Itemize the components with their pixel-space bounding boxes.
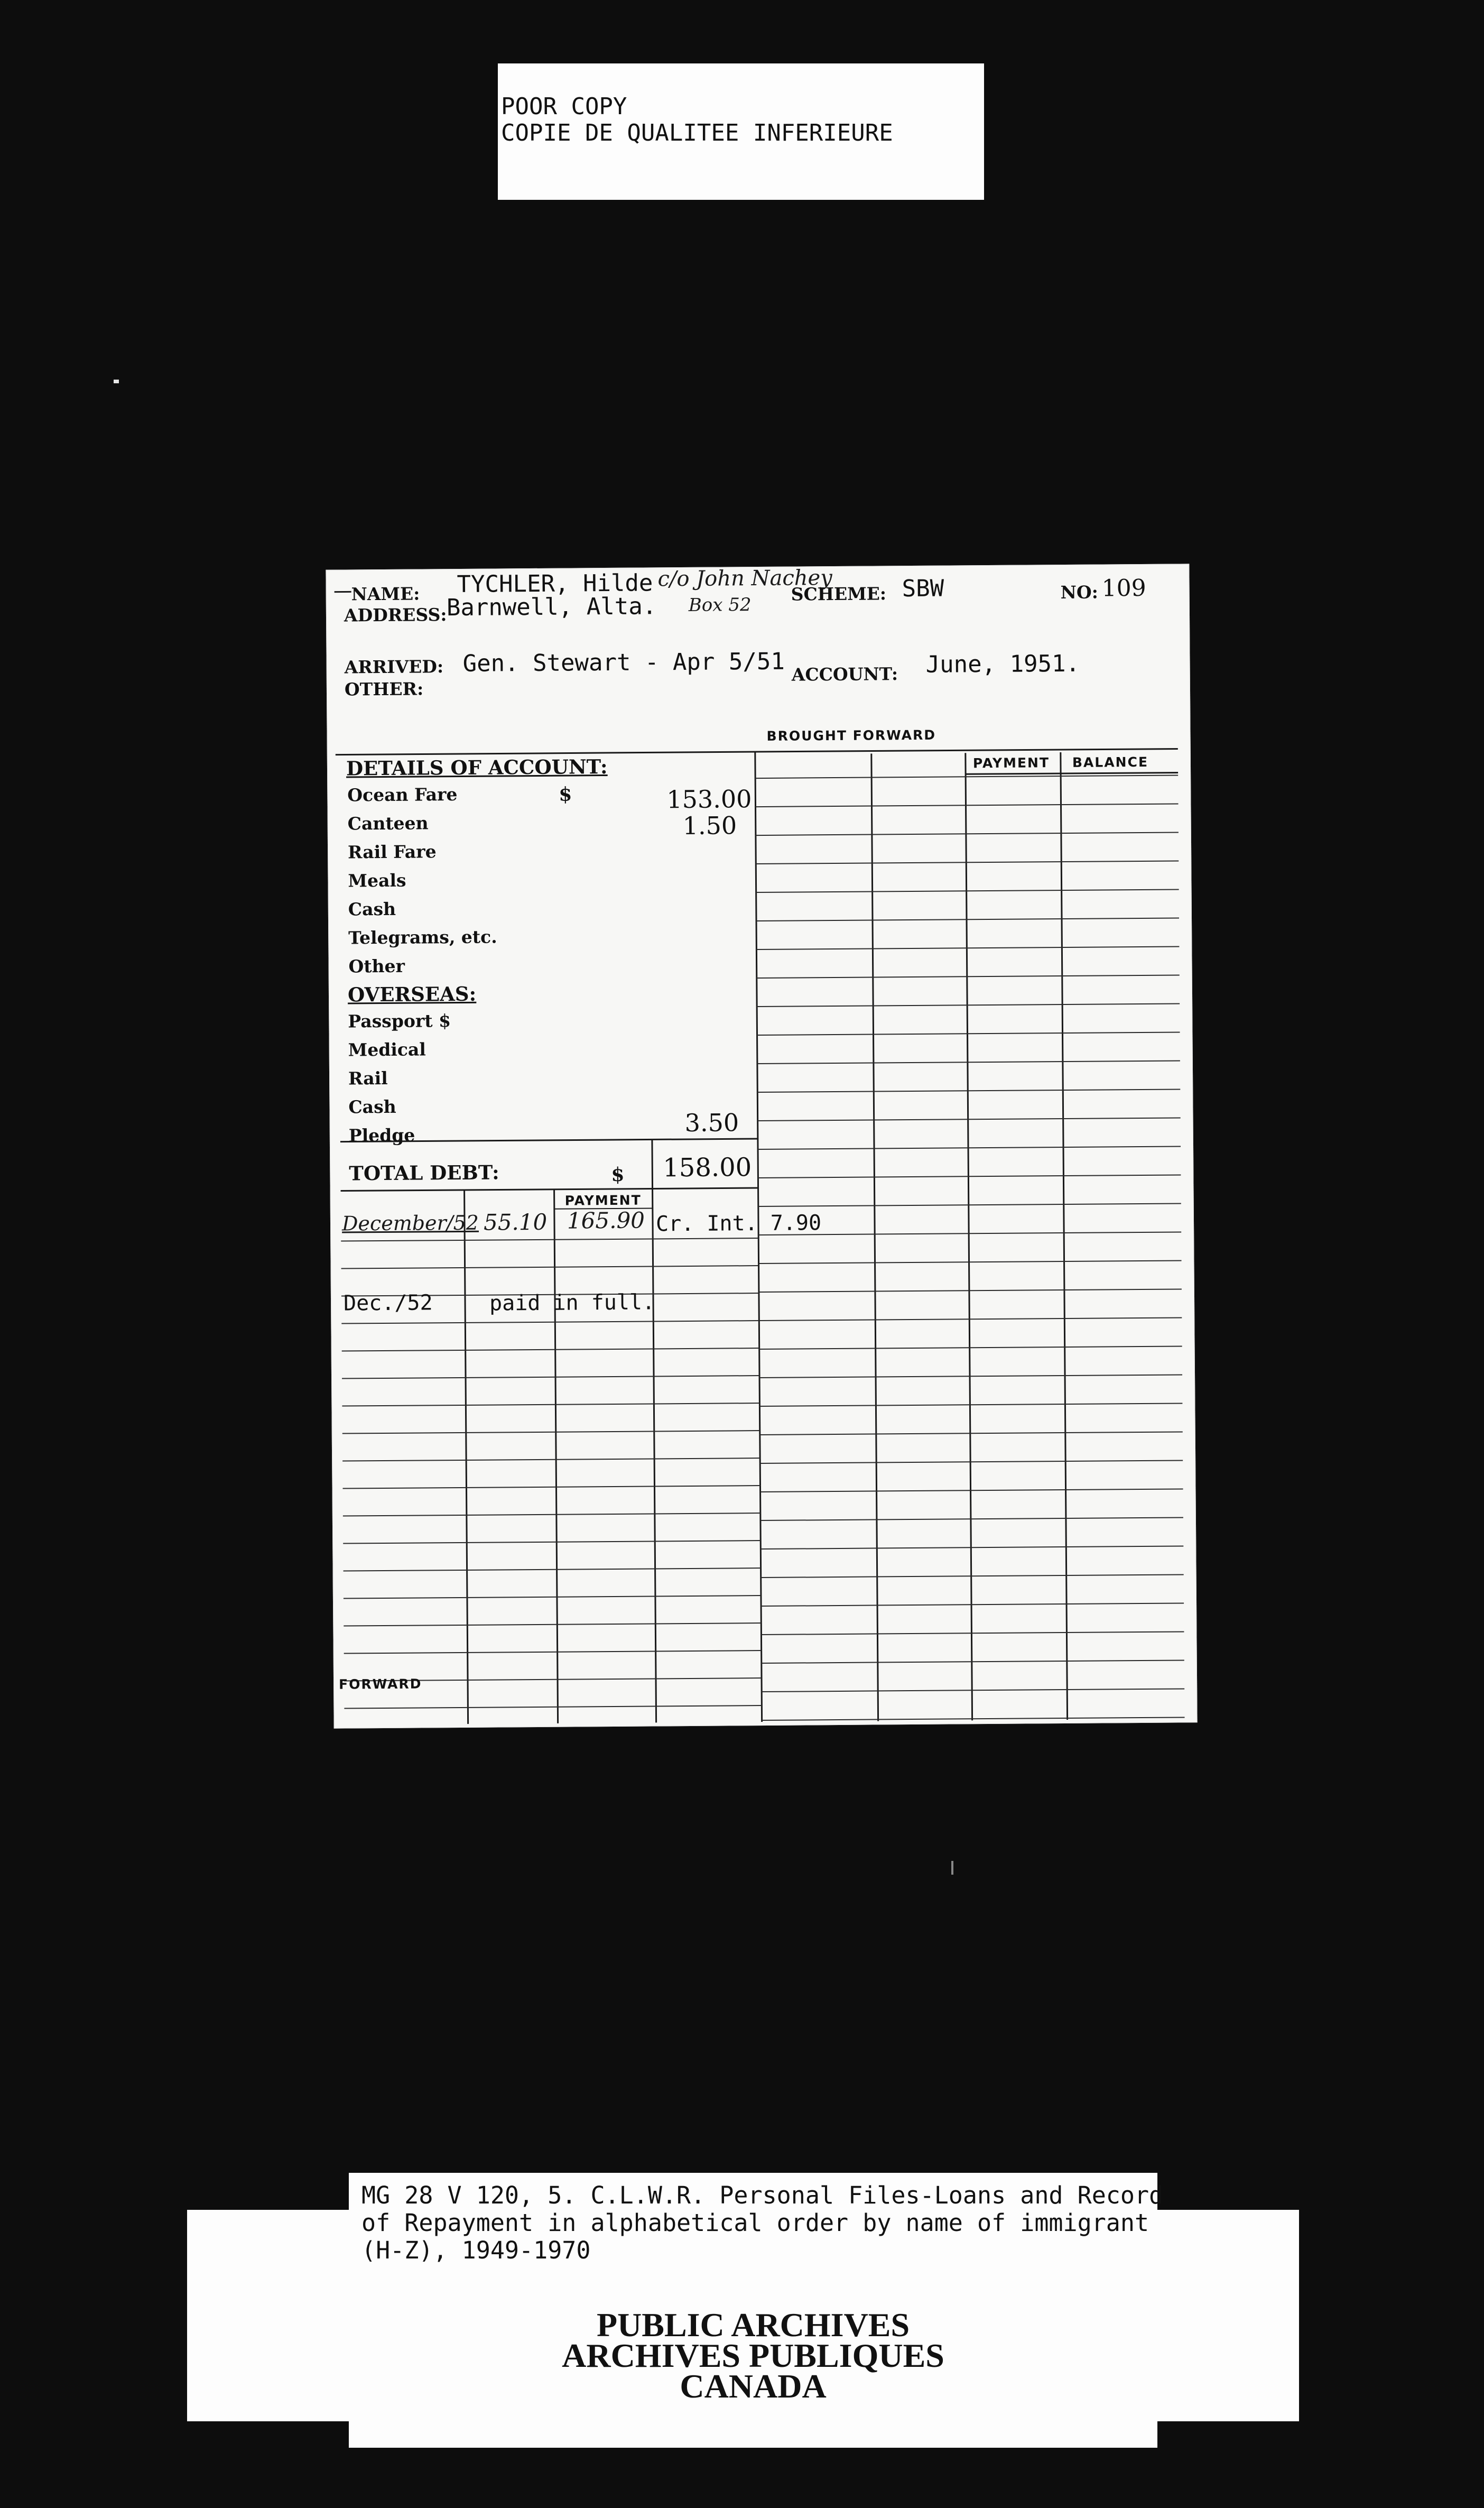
name-care-of-note: c/o John Nachey	[657, 566, 832, 592]
name-value: TYCHLER, Hilde	[457, 569, 653, 598]
entry1-date: December/52	[341, 1211, 479, 1235]
poor-copy-label	[498, 63, 984, 200]
overseas-passport: Passport $	[348, 1010, 451, 1032]
payment-column-header: PAYMENT	[972, 755, 1050, 771]
total-debt-label: TOTAL DEBT:	[349, 1160, 499, 1185]
item-cash: Cash	[348, 898, 396, 920]
address-box-note: Box 52	[688, 594, 752, 616]
item-canteen: Canteen	[347, 813, 429, 834]
overseas-rail: Rail	[348, 1067, 388, 1089]
overseas-cash: Cash	[348, 1096, 396, 1118]
archive-reference-line1: MG 28 V 120, 5. C.L.W.R. Personal Files-Loans and Record	[361, 2181, 1164, 2209]
entry2-date: Dec./52	[343, 1290, 433, 1316]
total-dollar-sign: $	[611, 1163, 625, 1186]
total-debt-amount: 158.00	[663, 1152, 752, 1183]
number-value: 109	[1101, 574, 1146, 602]
arrived-label: ARRIVED:	[344, 656, 444, 678]
entry1-credit-interest: Cr. Int. 7.90	[655, 1211, 822, 1237]
entry1-payment: 165.90	[567, 1207, 645, 1234]
address-value: Barnwell, Alta.	[446, 593, 657, 622]
account-label: ACCOUNT:	[791, 663, 898, 685]
canteen-amount: 1.50	[682, 811, 737, 841]
pledge-amount: 3.50	[684, 1108, 739, 1138]
dust-mark	[951, 1861, 953, 1875]
details-heading: DETAILS OF ACCOUNT:	[346, 755, 608, 780]
dollar-sign: $	[559, 783, 572, 806]
ocean-fare-amount: 153.00	[666, 785, 752, 814]
archives-publiques-title: ARCHIVES PUBLIQUES	[562, 2337, 944, 2374]
overseas-pledge: Pledge	[348, 1124, 415, 1146]
public-archives-title: PUBLIC ARCHIVES	[596, 2306, 910, 2344]
brought-forward-label: BROUGHT FORWARD	[766, 727, 936, 744]
item-telegrams: Telegrams, etc.	[348, 926, 497, 948]
entry2-note: paid in full.	[489, 1290, 655, 1316]
dust-speck	[114, 380, 119, 383]
overseas-heading: OVERSEAS:	[347, 982, 477, 1007]
entry1-amount: 55.10	[483, 1209, 548, 1235]
archive-reference-line3: (H-Z), 1949-1970	[361, 2236, 591, 2264]
balance-column-header: BALANCE	[1072, 754, 1149, 770]
archive-label	[349, 2173, 1164, 2442]
item-rail-fare: Rail Fare	[347, 841, 437, 863]
number-label: NO:	[1060, 582, 1098, 603]
account-card	[326, 564, 1197, 1728]
scheme-label: SCHEME:	[791, 583, 887, 605]
other-label: OTHER:	[344, 678, 424, 700]
pledge-underline	[326, 564, 1197, 1728]
name-label: NAME:	[351, 583, 420, 605]
payment-subheader: PAYMENT	[564, 1192, 642, 1209]
address-label: ADDRESS:	[344, 604, 447, 626]
scheme-value: SBW	[902, 575, 944, 603]
item-other: Other	[348, 955, 405, 977]
forward-label: FORWARD	[338, 1676, 422, 1692]
item-ocean-fare: Ocean Fare	[347, 784, 458, 806]
poor-copy-text: POOR COPY	[501, 93, 627, 120]
canada-title: CANADA	[680, 2367, 827, 2405]
poor-copy-french-text: COPIE DE QUALITEE INFERIEURE	[501, 119, 893, 146]
overseas-medical: Medical	[348, 1039, 426, 1061]
arrived-value: Gen. Stewart - Apr 5/51	[462, 648, 785, 677]
item-meals: Meals	[348, 870, 406, 891]
archive-reference-line2: of Repayment in alphabetical order by name of immigrant	[361, 2209, 1149, 2237]
account-value: June, 1951.	[925, 650, 1080, 678]
